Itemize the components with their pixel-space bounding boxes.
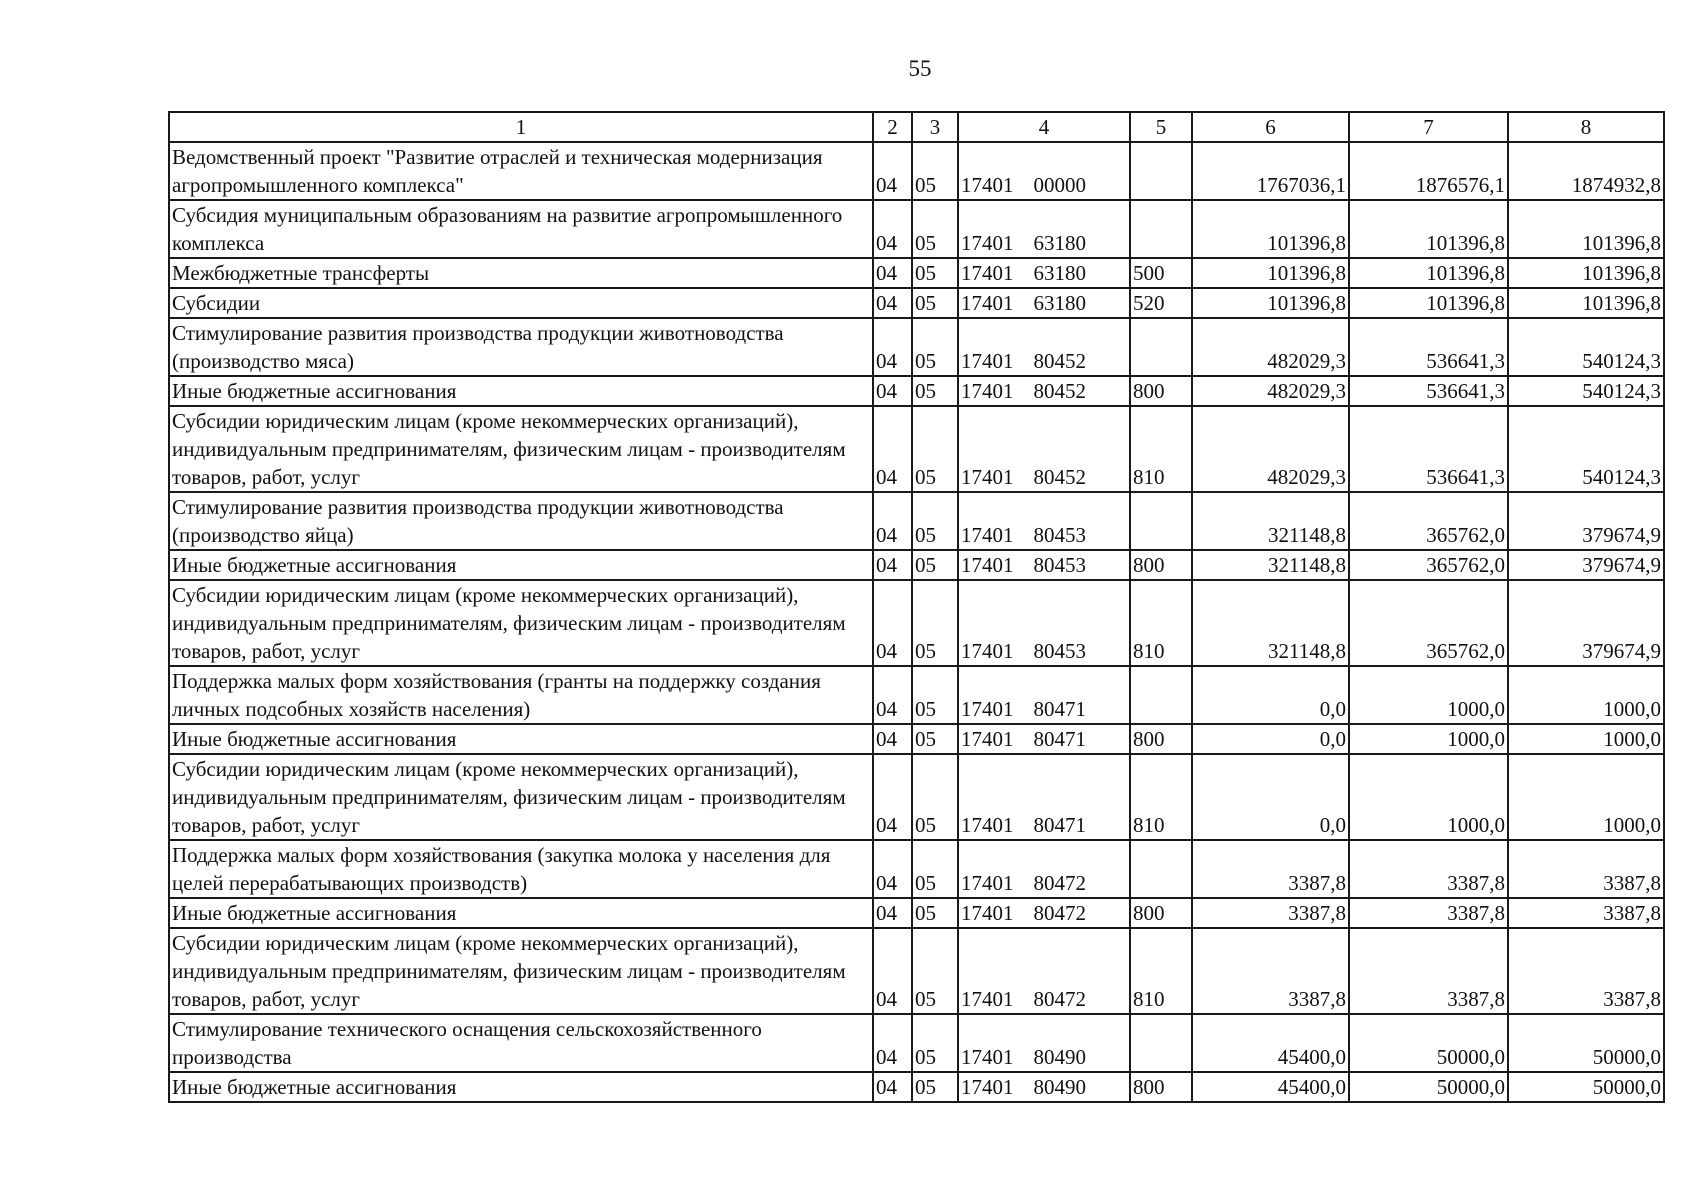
expense-type-cell <box>1130 666 1192 724</box>
target-article-program-code: 17401 <box>961 1075 1014 1099</box>
amount-col6-cell: 0,0 <box>1192 666 1349 724</box>
table-row <box>169 492 1664 550</box>
subsection-code-cell: 05 <box>912 928 958 1014</box>
section-code-cell: 04 <box>873 580 912 666</box>
expense-type-cell <box>1130 840 1192 898</box>
target-article-direction-code: 80471 <box>1033 727 1086 751</box>
expense-type-cell: 810 <box>1130 580 1192 666</box>
expense-type-cell: 800 <box>1130 1072 1192 1102</box>
row-name-cell: Иные бюджетные ассигнования <box>169 1072 873 1102</box>
target-article-cell <box>958 376 1130 406</box>
amount-col6-cell: 321148,8 <box>1192 580 1349 666</box>
row-name-cell: Субсидия муниципальным образованиям на развитие агропромышленного комплекса <box>169 200 873 258</box>
table-row <box>169 318 1664 376</box>
amount-col6-cell: 3387,8 <box>1192 898 1349 928</box>
expense-type-cell: 810 <box>1130 754 1192 840</box>
amount-col6-cell: 321148,8 <box>1192 550 1349 580</box>
subsection-code-cell: 05 <box>912 1072 958 1102</box>
target-article-direction-code: 80490 <box>1033 1045 1086 1069</box>
header-row <box>169 112 1664 142</box>
amount-col8-cell: 3387,8 <box>1508 840 1664 898</box>
amount-col8-cell: 1000,0 <box>1508 724 1664 754</box>
subsection-code-cell: 05 <box>912 898 958 928</box>
amount-col7-cell: 365762,0 <box>1349 550 1508 580</box>
amount-col6-cell: 321148,8 <box>1192 492 1349 550</box>
target-article-direction-code: 80452 <box>1033 379 1086 403</box>
table-row <box>169 724 1664 754</box>
target-article-direction-code: 80471 <box>1033 697 1086 721</box>
section-code-cell: 04 <box>873 200 912 258</box>
subsection-code-cell: 05 <box>912 318 958 376</box>
expense-type-cell: 800 <box>1130 376 1192 406</box>
section-code-cell: 04 <box>873 666 912 724</box>
row-name-cell: Стимулирование развития производства продукции животноводства (производство мяса) <box>169 318 873 376</box>
table-row <box>169 406 1664 492</box>
amount-col7-cell: 365762,0 <box>1349 492 1508 550</box>
amount-col6-cell: 101396,8 <box>1192 258 1349 288</box>
section-code-cell: 04 <box>873 492 912 550</box>
target-article-direction-code: 80453 <box>1033 523 1086 547</box>
row-name-cell: Субсидии юридическим лицам (кроме некоммерческих организаций), индивидуальным предпринимателям, физическим лицам - производителям товаров, работ, услуг <box>169 928 873 1014</box>
amount-col8-cell: 540124,3 <box>1508 376 1664 406</box>
target-article-program-code: 17401 <box>961 173 1014 197</box>
target-article-program-code: 17401 <box>961 553 1014 577</box>
subsection-code-cell: 05 <box>912 754 958 840</box>
target-article-cell <box>958 406 1130 492</box>
row-name-cell: Субсидии <box>169 288 873 318</box>
amount-col8-cell: 50000,0 <box>1508 1072 1664 1102</box>
subsection-code-cell: 05 <box>912 200 958 258</box>
header-cell-8: 8 <box>1508 112 1664 142</box>
amount-col7-cell: 1000,0 <box>1349 754 1508 840</box>
table-row <box>169 550 1664 580</box>
amount-col7-cell: 1876576,1 <box>1349 142 1508 200</box>
target-article-cell <box>958 142 1130 200</box>
target-article-program-code: 17401 <box>961 379 1014 403</box>
row-name-cell: Иные бюджетные ассигнования <box>169 724 873 754</box>
target-article-program-code: 17401 <box>961 1045 1014 1069</box>
table-row <box>169 200 1664 258</box>
target-article-cell <box>958 318 1130 376</box>
amount-col6-cell: 482029,3 <box>1192 406 1349 492</box>
amount-col8-cell: 1000,0 <box>1508 754 1664 840</box>
expense-type-cell <box>1130 142 1192 200</box>
target-article-cell <box>958 1014 1130 1072</box>
expense-type-cell: 500 <box>1130 258 1192 288</box>
row-name-cell: Поддержка малых форм хозяйствования (гранты на поддержку создания личных подсобных хозяйств населения) <box>169 666 873 724</box>
target-article-program-code: 17401 <box>961 349 1014 373</box>
amount-col8-cell: 379674,9 <box>1508 580 1664 666</box>
target-article-direction-code: 80472 <box>1033 901 1086 925</box>
table-row <box>169 666 1664 724</box>
row-name-cell: Межбюджетные трансферты <box>169 258 873 288</box>
subsection-code-cell: 05 <box>912 580 958 666</box>
target-article-direction-code: 80452 <box>1033 349 1086 373</box>
section-code-cell: 04 <box>873 258 912 288</box>
target-article-cell <box>958 724 1130 754</box>
amount-col8-cell: 50000,0 <box>1508 1014 1664 1072</box>
row-name-cell: Иные бюджетные ассигнования <box>169 376 873 406</box>
header-cell-1: 1 <box>169 112 873 142</box>
expense-type-cell <box>1130 492 1192 550</box>
amount-col6-cell: 0,0 <box>1192 754 1349 840</box>
section-code-cell: 04 <box>873 1072 912 1102</box>
section-code-cell: 04 <box>873 288 912 318</box>
row-name-cell: Субсидии юридическим лицам (кроме некоммерческих организаций), индивидуальным предпринимателям, физическим лицам - производителям товаров, работ, услуг <box>169 754 873 840</box>
amount-col8-cell: 379674,9 <box>1508 550 1664 580</box>
amount-col6-cell: 101396,8 <box>1192 200 1349 258</box>
amount-col7-cell: 101396,8 <box>1349 258 1508 288</box>
amount-col7-cell: 536641,3 <box>1349 318 1508 376</box>
target-article-cell <box>958 1072 1130 1102</box>
amount-col7-cell: 3387,8 <box>1349 840 1508 898</box>
section-code-cell: 04 <box>873 898 912 928</box>
amount-col6-cell: 3387,8 <box>1192 840 1349 898</box>
target-article-direction-code: 80453 <box>1033 553 1086 577</box>
target-article-direction-code: 80472 <box>1033 871 1086 895</box>
target-article-program-code: 17401 <box>961 813 1014 837</box>
amount-col6-cell: 482029,3 <box>1192 376 1349 406</box>
row-name-cell: Субсидии юридическим лицам (кроме некоммерческих организаций), индивидуальным предпринимателям, физическим лицам - производителям товаров, работ, услуг <box>169 580 873 666</box>
row-name-cell: Стимулирование технического оснащения сельскохозяйственного производства <box>169 1014 873 1072</box>
amount-col8-cell: 379674,9 <box>1508 492 1664 550</box>
amount-col7-cell: 536641,3 <box>1349 406 1508 492</box>
expense-type-cell: 800 <box>1130 898 1192 928</box>
amount-col6-cell: 1767036,1 <box>1192 142 1349 200</box>
section-code-cell: 04 <box>873 406 912 492</box>
target-article-cell <box>958 754 1130 840</box>
target-article-program-code: 17401 <box>961 639 1014 663</box>
amount-col7-cell: 3387,8 <box>1349 898 1508 928</box>
target-article-cell <box>958 200 1130 258</box>
expense-type-cell <box>1130 200 1192 258</box>
expense-type-cell: 800 <box>1130 724 1192 754</box>
subsection-code-cell: 05 <box>912 724 958 754</box>
target-article-cell <box>958 580 1130 666</box>
target-article-cell <box>958 550 1130 580</box>
header-cell-2: 2 <box>873 112 912 142</box>
target-article-cell <box>958 666 1130 724</box>
row-name-cell: Ведомственный проект "Развитие отраслей и техническая модернизация агропромышленного комплекса" <box>169 142 873 200</box>
target-article-cell <box>958 492 1130 550</box>
subsection-code-cell: 05 <box>912 666 958 724</box>
row-name-cell: Иные бюджетные ассигнования <box>169 550 873 580</box>
amount-col7-cell: 50000,0 <box>1349 1072 1508 1102</box>
amount-col8-cell: 1874932,8 <box>1508 142 1664 200</box>
target-article-cell <box>958 898 1130 928</box>
target-article-program-code: 17401 <box>961 291 1014 315</box>
section-code-cell: 04 <box>873 724 912 754</box>
amount-col7-cell: 50000,0 <box>1349 1014 1508 1072</box>
target-article-direction-code: 80472 <box>1033 987 1086 1011</box>
table-row <box>169 258 1664 288</box>
subsection-code-cell: 05 <box>912 258 958 288</box>
target-article-direction-code: 00000 <box>1033 173 1086 197</box>
table-row <box>169 754 1664 840</box>
table-row <box>169 1014 1664 1072</box>
subsection-code-cell: 05 <box>912 406 958 492</box>
target-article-direction-code: 80471 <box>1033 813 1086 837</box>
row-name-cell: Субсидии юридическим лицам (кроме некоммерческих организаций), индивидуальным предпринимателям, физическим лицам - производителям товаров, работ, услуг <box>169 406 873 492</box>
subsection-code-cell: 05 <box>912 550 958 580</box>
amount-col7-cell: 536641,3 <box>1349 376 1508 406</box>
target-article-direction-code: 80453 <box>1033 639 1086 663</box>
header-cell-6: 6 <box>1192 112 1349 142</box>
amount-col7-cell: 1000,0 <box>1349 666 1508 724</box>
amount-col7-cell: 101396,8 <box>1349 288 1508 318</box>
target-article-cell <box>958 928 1130 1014</box>
section-code-cell: 04 <box>873 754 912 840</box>
amount-col8-cell: 101396,8 <box>1508 200 1664 258</box>
target-article-program-code: 17401 <box>961 987 1014 1011</box>
section-code-cell: 04 <box>873 928 912 1014</box>
table-row <box>169 580 1664 666</box>
target-article-cell <box>958 288 1130 318</box>
target-article-program-code: 17401 <box>961 523 1014 547</box>
section-code-cell: 04 <box>873 318 912 376</box>
amount-col6-cell: 45400,0 <box>1192 1072 1349 1102</box>
amount-col7-cell: 101396,8 <box>1349 200 1508 258</box>
amount-col6-cell: 101396,8 <box>1192 288 1349 318</box>
target-article-program-code: 17401 <box>961 261 1014 285</box>
header-cell-5: 5 <box>1130 112 1192 142</box>
amount-col8-cell: 1000,0 <box>1508 666 1664 724</box>
amount-col7-cell: 365762,0 <box>1349 580 1508 666</box>
amount-col7-cell: 3387,8 <box>1349 928 1508 1014</box>
amount-col6-cell: 0,0 <box>1192 724 1349 754</box>
target-article-cell <box>958 840 1130 898</box>
section-code-cell: 04 <box>873 142 912 200</box>
budget-table <box>168 111 1665 1103</box>
subsection-code-cell: 05 <box>912 492 958 550</box>
section-code-cell: 04 <box>873 550 912 580</box>
subsection-code-cell: 05 <box>912 376 958 406</box>
amount-col7-cell: 1000,0 <box>1349 724 1508 754</box>
amount-col6-cell: 482029,3 <box>1192 318 1349 376</box>
target-article-program-code: 17401 <box>961 727 1014 751</box>
row-name-cell: Иные бюджетные ассигнования <box>169 898 873 928</box>
section-code-cell: 04 <box>873 376 912 406</box>
expense-type-cell: 810 <box>1130 406 1192 492</box>
header-cell-4: 4 <box>958 112 1130 142</box>
subsection-code-cell: 05 <box>912 142 958 200</box>
amount-col8-cell: 3387,8 <box>1508 898 1664 928</box>
row-name-cell: Поддержка малых форм хозяйствования (закупка молока у населения для целей перерабатывающих производств) <box>169 840 873 898</box>
expense-type-cell: 520 <box>1130 288 1192 318</box>
amount-col6-cell: 3387,8 <box>1192 928 1349 1014</box>
target-article-direction-code: 63180 <box>1033 291 1086 315</box>
amount-col8-cell: 540124,3 <box>1508 318 1664 376</box>
subsection-code-cell: 05 <box>912 1014 958 1072</box>
amount-col6-cell: 45400,0 <box>1192 1014 1349 1072</box>
amount-col8-cell: 540124,3 <box>1508 406 1664 492</box>
target-article-direction-code: 80490 <box>1033 1075 1086 1099</box>
target-article-program-code: 17401 <box>961 697 1014 721</box>
subsection-code-cell: 05 <box>912 288 958 318</box>
expense-type-cell <box>1130 1014 1192 1072</box>
subsection-code-cell: 05 <box>912 840 958 898</box>
section-code-cell: 04 <box>873 840 912 898</box>
table-row <box>169 288 1664 318</box>
table-row <box>169 898 1664 928</box>
target-article-direction-code: 63180 <box>1033 231 1086 255</box>
target-article-cell <box>958 258 1130 288</box>
amount-col8-cell: 3387,8 <box>1508 928 1664 1014</box>
row-name-cell: Стимулирование развития производства продукции животноводства (производство яйца) <box>169 492 873 550</box>
table-row <box>169 928 1664 1014</box>
table-row <box>169 1072 1664 1102</box>
amount-col8-cell: 101396,8 <box>1508 288 1664 318</box>
target-article-program-code: 17401 <box>961 871 1014 895</box>
amount-col8-cell: 101396,8 <box>1508 258 1664 288</box>
table-row <box>169 376 1664 406</box>
header-cell-3: 3 <box>912 112 958 142</box>
expense-type-cell <box>1130 318 1192 376</box>
expense-type-cell: 800 <box>1130 550 1192 580</box>
target-article-program-code: 17401 <box>961 901 1014 925</box>
header-cell-7: 7 <box>1349 112 1508 142</box>
section-code-cell: 04 <box>873 1014 912 1072</box>
target-article-direction-code: 63180 <box>1033 261 1086 285</box>
table-row <box>169 840 1664 898</box>
expense-type-cell: 810 <box>1130 928 1192 1014</box>
table-body <box>169 142 1664 1102</box>
page-number: 55 <box>908 56 932 81</box>
table-row <box>169 142 1664 200</box>
target-article-program-code: 17401 <box>961 465 1014 489</box>
target-article-program-code: 17401 <box>961 231 1014 255</box>
target-article-direction-code: 80452 <box>1033 465 1086 489</box>
